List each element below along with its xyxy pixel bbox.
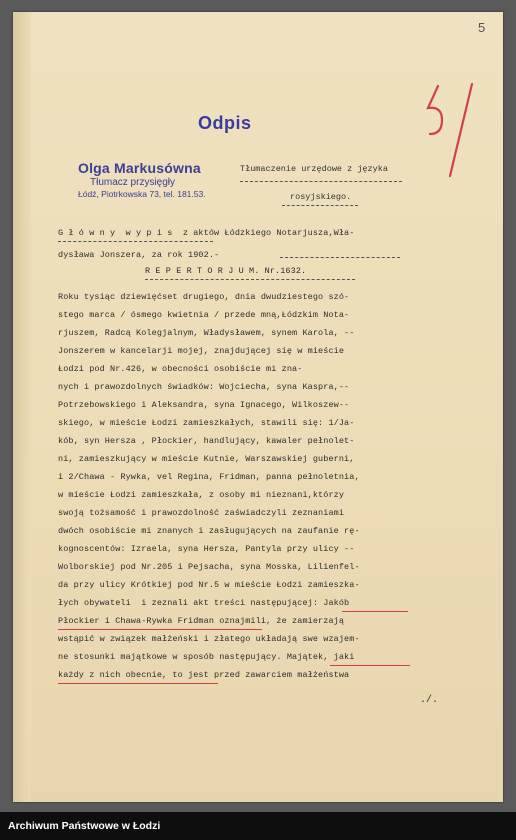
document-title: Odpis	[198, 113, 252, 133]
body-line: Jonszerem w kancelarji mojej, znajdującej się w mieście	[58, 346, 345, 356]
body-line: rjuszem, Radcą Kolegjalnym, Władysławem, synem Karola, --	[58, 328, 355, 338]
body-line: w mieście Łodzi zamieszkała, z osoby mi nieznani,którzy	[58, 490, 345, 500]
body-line: kognoscentów: Izraela, syna Hersza, Pantyla przy ulicy --	[58, 544, 355, 554]
body-line: stego marca / ósmego kwietnia / przede mną,Łódzkim Nota-	[58, 310, 350, 320]
body-line: kób, syn Hersza , Płockier, handlujący, kawaler pełnolet-	[58, 436, 355, 446]
heading-line-2: dysława Jonszera, za rok 1902.-	[58, 250, 220, 260]
divider	[145, 279, 355, 280]
body-line: Łodzi pod Nr.426, w obecności osobiście mi zna-	[58, 364, 303, 374]
red-underline	[342, 611, 408, 612]
translation-note-line-2: rosyjskiego.	[290, 192, 352, 202]
divider	[58, 241, 213, 242]
page-fold	[13, 12, 31, 802]
page-number: 5	[478, 20, 486, 35]
heading-line-3: R E P E R T O R J U M. Nr.1632.	[145, 266, 307, 276]
body-line: i 2/Chawa - Rywka, vel Regina, Fridman, panna pełnoletnia,	[58, 472, 360, 482]
red-underline	[330, 665, 410, 666]
divider	[282, 205, 358, 206]
body-line: Potrzebowskiego i Aleksandra, syna Ignacego, Wilkoszew--	[58, 400, 350, 410]
translator-stamp	[78, 160, 206, 199]
body-line: skiego, w mieście Łodzi zamieszkałych, stawili się: 1/Ja-	[58, 418, 355, 428]
body-line: Płockier i Chawa-Rywka Fridman oznajmili, że zamierzają	[58, 616, 345, 626]
divider	[280, 257, 400, 258]
body-line: dwóch osobiście mi znanych i zasługujących na zaufanie rę-	[58, 526, 360, 536]
body-line: nych i prawozdolnych świadków: Wojciecha, syna Kaspra,--	[58, 382, 350, 392]
body-line: ni, zamieszkujący w mieście Kutnie, Warszawskiej guberni,	[58, 454, 355, 464]
body-line: ne stosunki majątkowe w sposób następujący. Majątek, jaki	[58, 652, 355, 662]
body-line: da przy ulicy Krótkiej pod Nr.5 w mieście Łodzi zamieszka-	[58, 580, 360, 590]
body-line: Wolborskiej pod Nr.205 i Pejsacha, syna Mosska, Lilienfel-	[58, 562, 360, 572]
divider	[240, 181, 402, 182]
red-underline	[58, 629, 262, 630]
stamp-address: Łódź, Piotrkowska 73, tel. 181.53.	[78, 189, 206, 199]
red-underline	[58, 683, 218, 684]
continuation-mark: ./.	[420, 695, 439, 706]
body-line: swoją tożsamość i prawozdolność zaświadczyli zeznaniami	[58, 508, 345, 518]
body-line: wstąpić w związek małżeński i złatego układają swe wzajem-	[58, 634, 360, 644]
body-line: każdy z nich obecnie, to jest przed zawarciem małżeństwa	[58, 670, 350, 680]
heading-line-1: G ł ó w n y w y p i s z aktów Łódzkiego Notarjusza,Wła-	[58, 228, 355, 238]
body-line: Roku tysiąc dziewięćset drugiego, dnia dwudziestego szó-	[58, 292, 350, 302]
stamp-name: Olga Markusówna	[78, 160, 201, 176]
stamp-role: Tłumacz przysięgły	[90, 177, 176, 188]
translation-note-line-1: Tłumaczenie urzędowe z języka	[240, 164, 388, 174]
archive-name: Archiwum Państwowe w Łodzi	[8, 820, 161, 832]
body-line: łych obywateli i zeznali akt treści następującej: Jakób	[58, 598, 350, 608]
